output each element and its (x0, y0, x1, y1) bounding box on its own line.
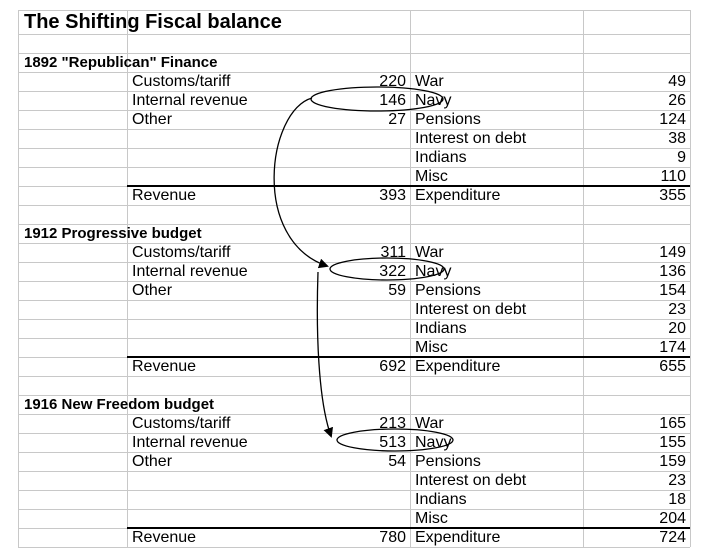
expenditure-label: War (415, 73, 444, 90)
expenditure-value: 155 (659, 434, 686, 451)
section-heading: 1916 New Freedom budget (24, 396, 215, 413)
page-title: The Shifting Fiscal balance (24, 11, 282, 33)
expenditure-value: 165 (659, 415, 686, 432)
expenditure-value: 18 (668, 491, 686, 508)
grid-hline (18, 205, 690, 206)
expenditure-label: Misc (415, 168, 448, 185)
revenue-total-label: Revenue (132, 358, 197, 375)
expenditure-value: 49 (668, 73, 686, 90)
expenditure-label: Pensions (415, 282, 481, 299)
grid-hline (18, 547, 690, 548)
expenditure-label: War (415, 415, 444, 432)
expenditure-label: Indians (415, 149, 467, 166)
expenditure-value: 204 (659, 510, 686, 527)
expenditure-value: 9 (677, 149, 686, 166)
expenditure-label: Pensions (415, 111, 481, 128)
expenditure-label: Misc (415, 510, 448, 527)
expenditure-value: 149 (659, 244, 686, 261)
expenditure-value: 38 (668, 130, 686, 147)
expenditure-total-value: 655 (659, 358, 686, 375)
revenue-label: Other (132, 453, 173, 470)
expenditure-label: Navy (415, 434, 452, 451)
expenditure-label: War (415, 244, 444, 261)
revenue-total-value: 692 (379, 358, 406, 375)
revenue-label: Customs/tariff (132, 73, 231, 90)
expenditure-label: Indians (415, 320, 467, 337)
expenditure-label: Interest on debt (415, 301, 527, 318)
expenditure-total-value: 724 (659, 529, 686, 546)
expenditure-value: 23 (668, 472, 686, 489)
section-heading: 1892 "Republican" Finance (24, 54, 218, 71)
section-heading: 1912 Progressive budget (24, 225, 202, 242)
expenditure-label: Misc (415, 339, 448, 356)
revenue-value: 146 (379, 92, 406, 109)
expenditure-value: 174 (659, 339, 686, 356)
expenditure-value: 26 (668, 92, 686, 109)
expenditure-total-label: Expenditure (415, 358, 501, 375)
revenue-total-value: 393 (379, 187, 406, 204)
expenditure-total-label: Expenditure (415, 529, 501, 546)
revenue-value: 513 (379, 434, 406, 451)
expenditure-value: 20 (668, 320, 686, 337)
expenditure-value: 136 (659, 263, 686, 280)
expenditure-label: Interest on debt (415, 130, 527, 147)
expenditure-label: Navy (415, 92, 452, 109)
revenue-value: 322 (379, 263, 406, 280)
revenue-label: Internal revenue (132, 263, 248, 280)
revenue-value: 59 (388, 282, 406, 299)
revenue-label: Other (132, 282, 173, 299)
expenditure-label: Navy (415, 263, 452, 280)
revenue-label: Other (132, 111, 173, 128)
expenditure-total-value: 355 (659, 187, 686, 204)
expenditure-value: 159 (659, 453, 686, 470)
revenue-label: Internal revenue (132, 92, 248, 109)
grid-hline (18, 376, 690, 377)
expenditure-label: Indians (415, 491, 467, 508)
expenditure-label: Pensions (415, 453, 481, 470)
revenue-total-label: Revenue (132, 529, 197, 546)
expenditure-value: 124 (659, 111, 686, 128)
revenue-value: 213 (379, 415, 406, 432)
expenditure-total-label: Expenditure (415, 187, 501, 204)
expenditure-value: 23 (668, 301, 686, 318)
revenue-label: Customs/tariff (132, 415, 231, 432)
expenditure-label: Interest on debt (415, 472, 527, 489)
revenue-value: 27 (388, 111, 406, 128)
expenditure-value: 110 (660, 168, 686, 185)
revenue-value: 311 (380, 244, 406, 261)
revenue-label: Internal revenue (132, 434, 248, 451)
expenditure-value: 154 (659, 282, 686, 299)
revenue-value: 54 (388, 453, 406, 470)
revenue-total-value: 780 (379, 529, 406, 546)
grid-vline (690, 10, 691, 547)
grid-hline (18, 34, 690, 35)
revenue-total-label: Revenue (132, 187, 197, 204)
revenue-label: Customs/tariff (132, 244, 231, 261)
revenue-value: 220 (379, 73, 406, 90)
